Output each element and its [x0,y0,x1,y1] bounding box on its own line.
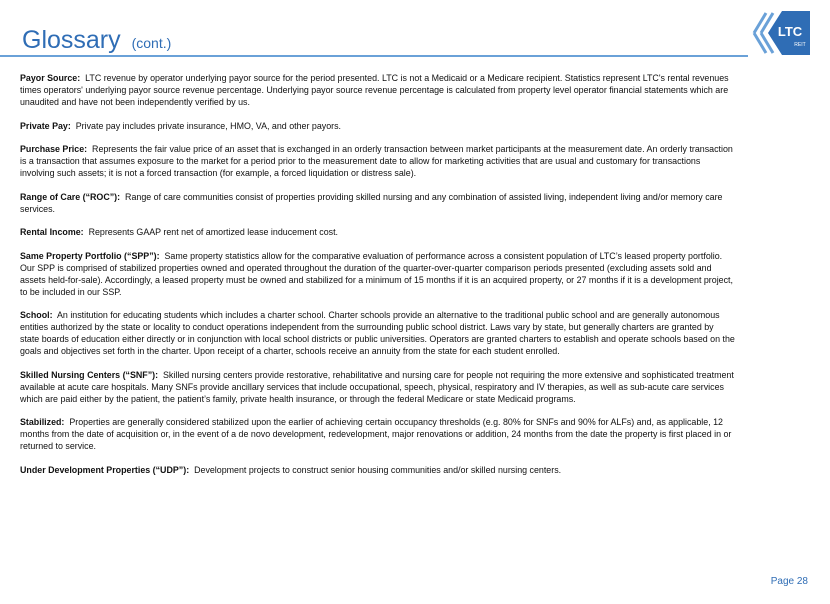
glossary-term: Same Property Portfolio (“SPP”): [20,250,160,261]
page-title [22,26,171,55]
glossary-definition: Represents the fair value price of an asset that is exchanged in an orderly transaction between market participants at the measurement date. An orderly transaction is a transaction that assumes exposure to the market for a period prior to the measurement date to allow for marketing activities that are usual and customary for transactions involving such assets; it is not a forced transaction (for example, a forced liquidation or distress sale). [20,144,733,178]
glossary-term: Private Pay: [20,120,71,131]
glossary-entry [20,143,735,179]
glossary-list [20,72,735,487]
glossary-definition: LTC revenue by operator underlying payor source for the period presented. LTC is not a Medicaid or a Medicare recipient. Statistics represent LTC's rental revenues times operators' underlying payor source revenue percentage. Underlying payor source revenue percentage is calculated from property level operator financial statements which are unaudited and have not been independently verified by us. [20,73,729,107]
glossary-entry [20,416,735,452]
glossary-entry [20,464,735,476]
glossary-term: Under Development Properties (“UDP”): [20,464,190,475]
logo-text: LTC [777,24,803,39]
glossary-entry [20,250,735,298]
title-subtitle: (cont.) [131,35,172,51]
title-text: Glossary [22,26,121,54]
glossary-term: Skilled Nursing Centers (“SNF”): [20,369,159,380]
glossary-definition: Same property statistics allow for the comparative evaluation of performance across a consistent population of LTC’s leased property portfolio. Our SPP is comprised of stabilized properties owned and operated throughout the duration of the quarter-over-quarter comparison periods presented (excluding assets sold and assets held-for-sale). Accordingly, a leased property must be owned and stabilized for a minimum of 15 months if it is an acquired property, or 27 months if it is a development project, to be included in our SSP. [20,250,733,297]
glossary-term: School: [20,310,53,320]
glossary-term: Payor Source: [20,73,81,83]
glossary-definition: Skilled nursing centers provide restorative, rehabilitative and nursing care for people not requiring the more extensive and sophisticated treatment available at acute care hospitals. Many SNFs provide ancillary services that include occupational, speech, physical, respiratory and IV therapies, as well as sub-acute care services which are paid either by the patient, the patient’s family, private health insurance, or through the federal Medicare or state Medicaid programs. [20,369,734,404]
glossary-definition: Private pay includes private insurance, HMO, VA, and other payors. [75,120,341,131]
glossary-entry [20,369,735,405]
page-number: Page 28 [770,576,808,587]
glossary-definition: Properties are generally considered stabilized upon the earlier of achieving certain occupancy thresholds (e.g. 80% for SNFs and 90% for ALFs) and, as applicable, 12 months from the date of acquisition or, in the event of a de novo development, redevelopment, major renovations or addition, 24 months from the date the property is first placed in or returned to service. [20,417,732,451]
glossary-entry [20,309,735,357]
glossary-definition: Represents GAAP rent net of amortized lease inducement cost. [88,227,339,237]
glossary-term: Rental Income: [20,227,84,237]
ltc-logo-icon [752,8,814,58]
glossary-entry [20,191,735,215]
glossary-entry [20,72,735,108]
glossary-entry [20,120,735,132]
glossary-term: Purchase Price: [20,144,88,154]
logo-subtext: REIT [794,42,806,48]
glossary-term: Range of Care (“ROC”): [20,191,121,202]
glossary-definition: Range of care communities consist of properties providing skilled nursing and any combination of assisted living, independent living and/or memory care services. [20,191,723,214]
glossary-definition: An institution for educating students which includes a charter school. Charter schools provide an alternative to the traditional public school and are generally autonomous entities authorized by the state or locality to conduct operations independent from the surrounding public school district. Laws vary by state, but generally charters are granted by state boards of education either directly or in conjunction with local school districts or public universities. Operators are granted charters to establish and operate schools based on the goals and objectives set forth in the charter. Upon receipt of a charter, schools receive an annuity from the state for each student enrolled. [20,310,735,356]
glossary-term: Stabilized: [20,417,65,427]
glossary-entry [20,226,735,238]
header-rule [0,55,748,57]
glossary-definition: Development projects to construct senior housing communities and/or skilled nursing centers. [194,464,562,475]
